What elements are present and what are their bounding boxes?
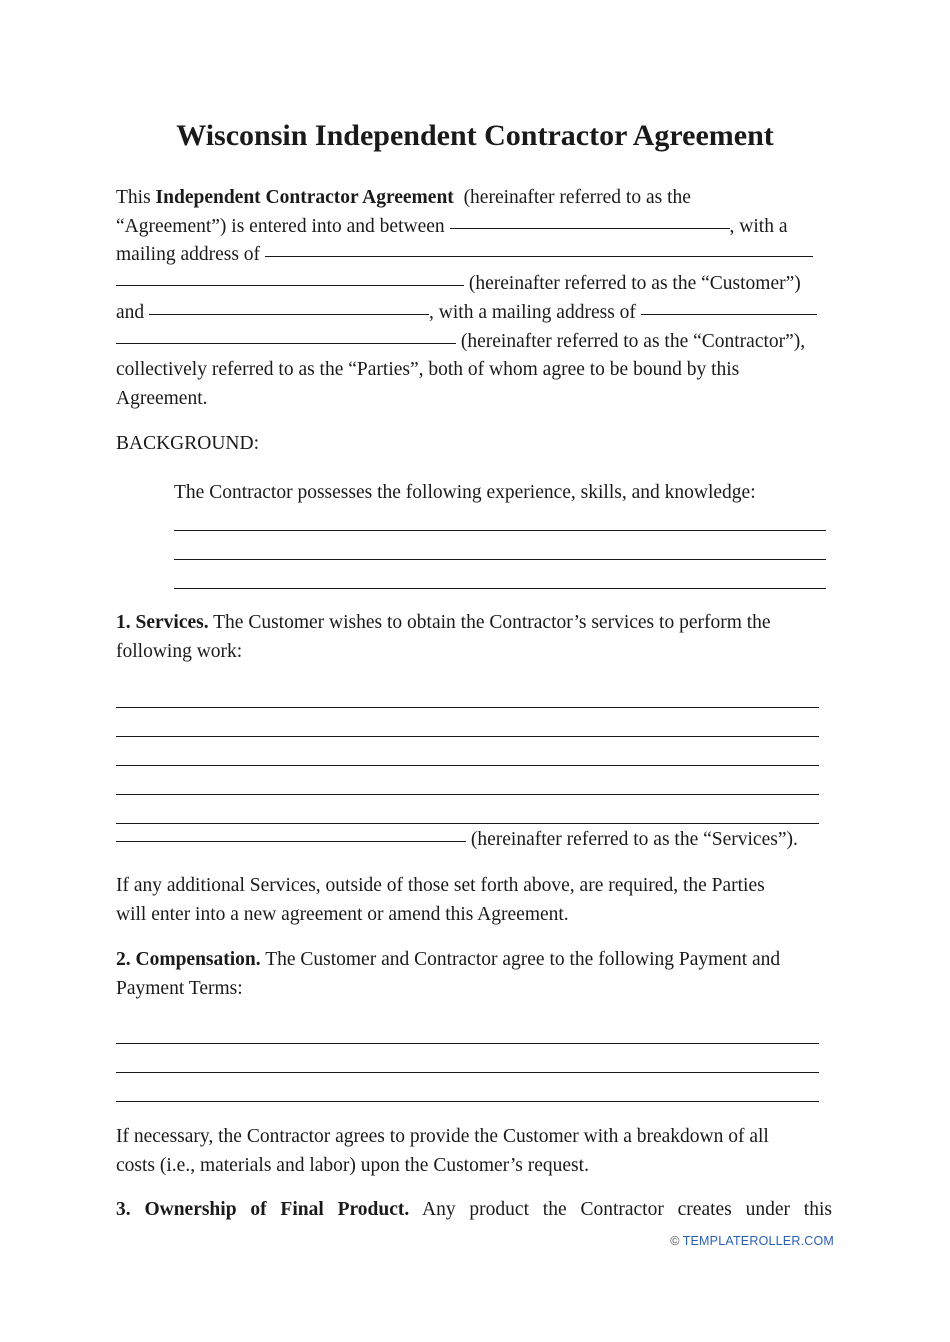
compensation-fill-line-2[interactable]: [116, 1072, 819, 1073]
document-page: Wisconsin Independent Contractor Agreement This Independent Contractor Agreement (hereinafter referred to as the “Agreement”) is entered into and between , with a mailing address of (hereinafter referred to as the “Customer”) and , with a mailing address of (hereinafter referred to as the “Contractor”), collectively referred to as the “Parties”, both of whom agree to be bound by this Agreement. BACKGROUND: The Contractor possesses the following experience, skills, and knowledge: 1. Services. The Customer wishes to obtain the Contractor’s services to perform the following work: (hereinafter referred to as the “Services”). If any additional Services, outside of those set forth above, are required, the Parties will enter into a new agreement or amend this Agreement. 2. Compensation. The Customer and Contractor agree to the following Payment and Payment Terms: If necessary, the Contractor agrees to provide the Customer with a breakdown of all costs (i.e., materials and labor) upon the Customer’s request. 3. Ownership of Final Product. Any product the Contractor creates under this © TEMPLATEROLLER.COM: [0, 0, 950, 1342]
background-fill-line-1[interactable]: [174, 530, 826, 531]
services-fill-line-4[interactable]: [116, 794, 819, 795]
footer-brand[interactable]: [670, 1234, 834, 1248]
compensation-fill-line-1[interactable]: [116, 1043, 819, 1044]
background-fill-line-3[interactable]: [174, 588, 826, 589]
background-fill-line-2[interactable]: [174, 559, 826, 560]
contractor-address-field-2[interactable]: [116, 342, 456, 344]
contractor-address-field[interactable]: [641, 313, 817, 315]
services-fill-line-1[interactable]: [116, 707, 819, 708]
services-fill-line-3[interactable]: [116, 765, 819, 766]
customer-name-field[interactable]: [450, 227, 730, 229]
services-fill-line-5[interactable]: [116, 823, 819, 824]
footer-link[interactable]: TEMPLATEROLLER.COM: [682, 1234, 834, 1248]
customer-address-field-2[interactable]: [116, 284, 464, 286]
ownership-heading: 3. Ownership of Final Product.: [116, 1199, 410, 1220]
document-title: Wisconsin Independent Contractor Agreement: [176, 119, 774, 152]
customer-address-field[interactable]: [265, 255, 813, 257]
contractor-name-field[interactable]: [149, 313, 429, 315]
agreement-name: Independent Contractor Agreement: [155, 187, 454, 208]
compensation-heading: 2. Compensation.: [116, 949, 261, 970]
services-heading: 1. Services.: [116, 612, 209, 633]
services-fill-line-2[interactable]: [116, 736, 819, 737]
copyright-icon: ©: [670, 1234, 680, 1248]
compensation-fill-line-3[interactable]: [116, 1101, 819, 1102]
services-fill-line-6[interactable]: [116, 840, 466, 842]
